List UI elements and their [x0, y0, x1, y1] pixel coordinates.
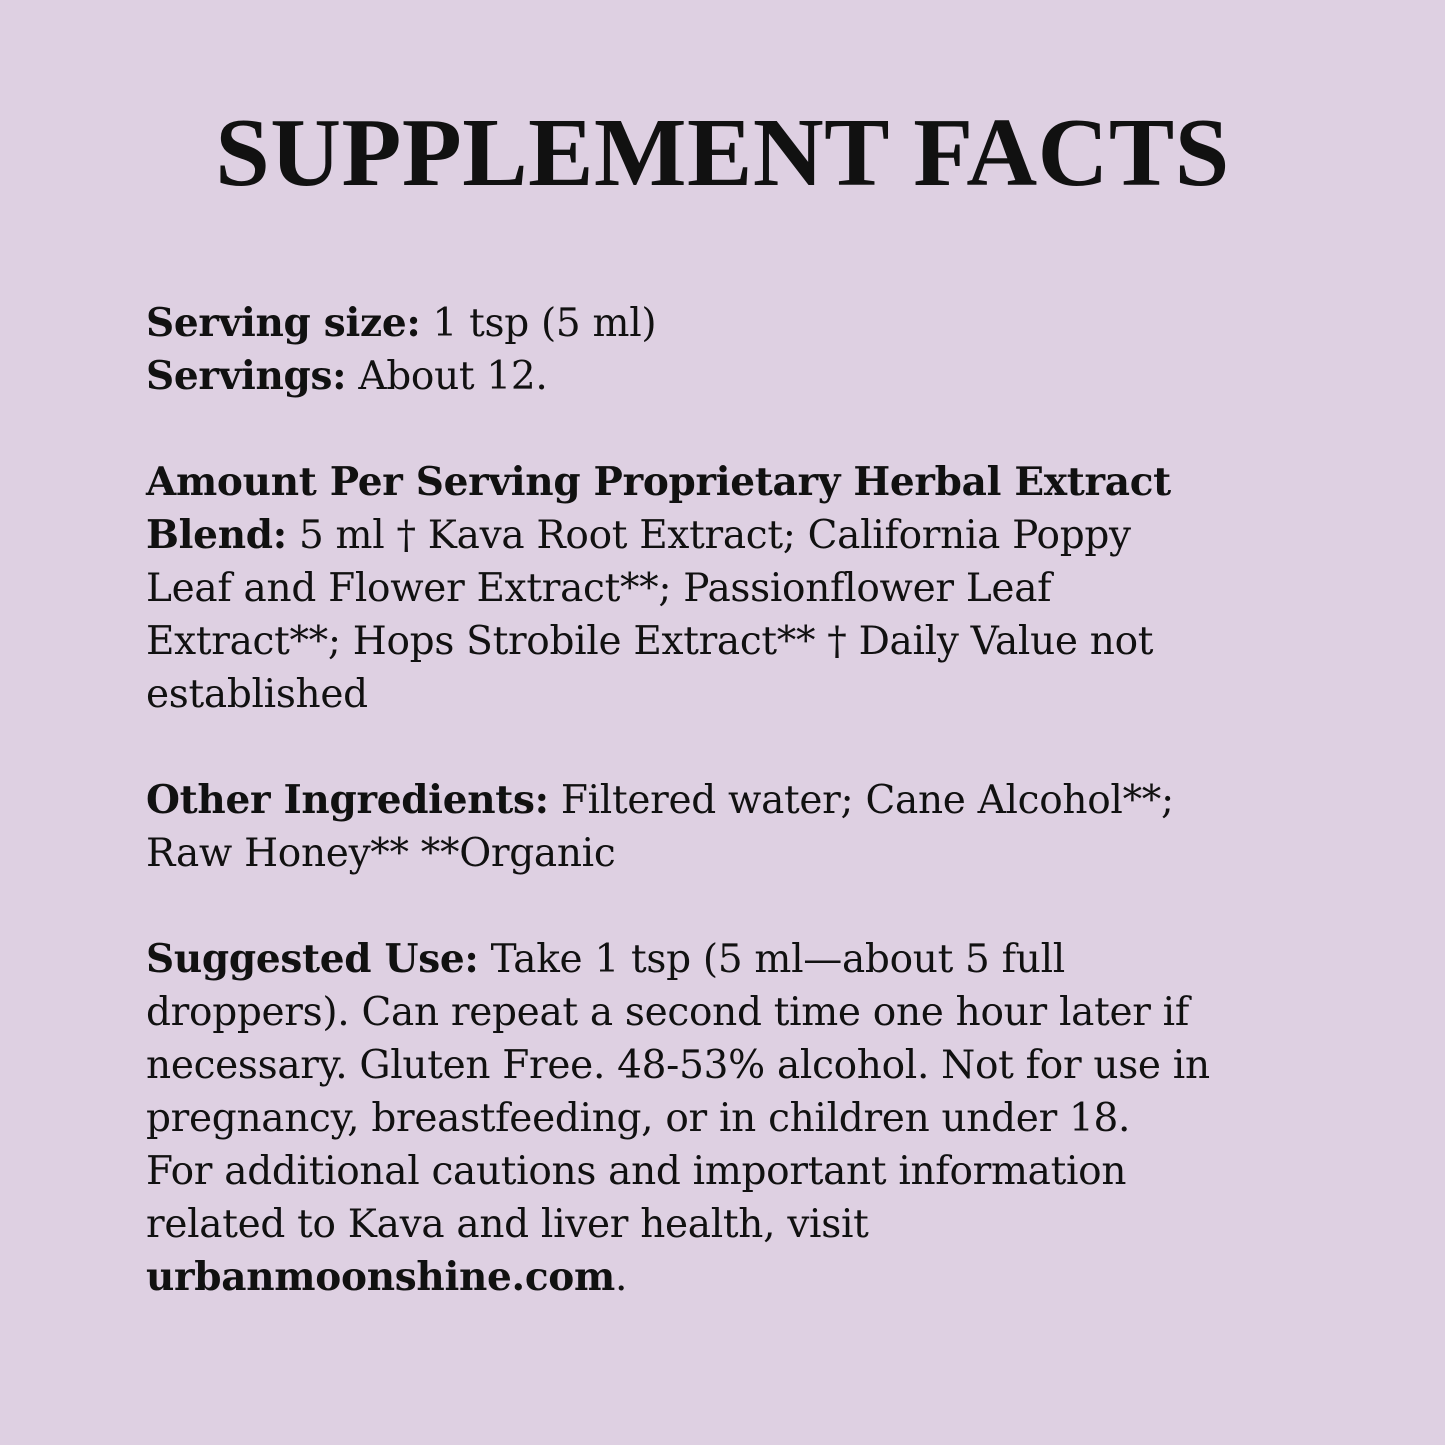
- suggested-use-line-6: related to Kava and liver health, visit: [146, 1202, 869, 1247]
- website-period: .: [614, 1255, 628, 1300]
- other-ingredients-text: Filtered water; Cane Alcohol**;: [560, 778, 1174, 823]
- serving-size-label: Serving size:: [146, 300, 421, 346]
- other-ingredients-line-2: Raw Honey** **Organic: [146, 831, 616, 876]
- serving-size-line: [146, 297, 1346, 350]
- amount-line-5: established: [146, 672, 368, 717]
- website-line: [146, 1251, 1346, 1304]
- other-ingredients-label: Other Ingredients:: [146, 777, 549, 823]
- servings-value: About 12.: [358, 354, 548, 399]
- section-spacer: [146, 721, 1346, 774]
- amount-heading-line: [146, 456, 1346, 509]
- amount-blend-line: [146, 509, 1346, 562]
- suggested-use-line-4: pregnancy, breastfeeding, or in children under 18.: [146, 1096, 1131, 1141]
- section-spacer: [146, 880, 1346, 933]
- suggested-use-label: Suggested Use:: [146, 936, 479, 982]
- section-spacer: [146, 403, 1346, 456]
- other-ingredients-line-1: [146, 774, 1346, 827]
- amount-line-3: Leaf and Flower Extract**; Passionflower Leaf: [146, 566, 1052, 611]
- servings-line: [146, 350, 1346, 403]
- amount-line-4: Extract**; Hops Strobile Extract** † Daily Value not: [146, 619, 1154, 664]
- suggested-use-line-1: [146, 933, 1346, 986]
- page-title: SUPPLEMENT FACTS: [215, 99, 1230, 207]
- suggested-use-line-5: For additional cautions and important information: [146, 1149, 1127, 1194]
- website-text: urbanmoonshine.com: [146, 1254, 615, 1300]
- blend-label: Blend:: [146, 512, 287, 558]
- blend-ingredients-text: 5 ml † Kava Root Extract; California Poppy: [298, 513, 1131, 558]
- suggested-use-line-3: necessary. Gluten Free. 48-53% alcohol. Not for use in: [146, 1043, 1210, 1088]
- serving-size-value: 1 tsp (5 ml): [432, 301, 657, 346]
- amount-label: Amount Per Serving Proprietary Herbal Extract: [146, 459, 1171, 505]
- suggested-use-text: Take 1 tsp (5 ml—about 5 full: [490, 937, 1065, 982]
- supplement-facts-content: [146, 297, 1346, 1304]
- servings-label: Servings:: [146, 353, 347, 399]
- suggested-use-line-2: droppers). Can repeat a second time one hour later if: [146, 990, 1189, 1035]
